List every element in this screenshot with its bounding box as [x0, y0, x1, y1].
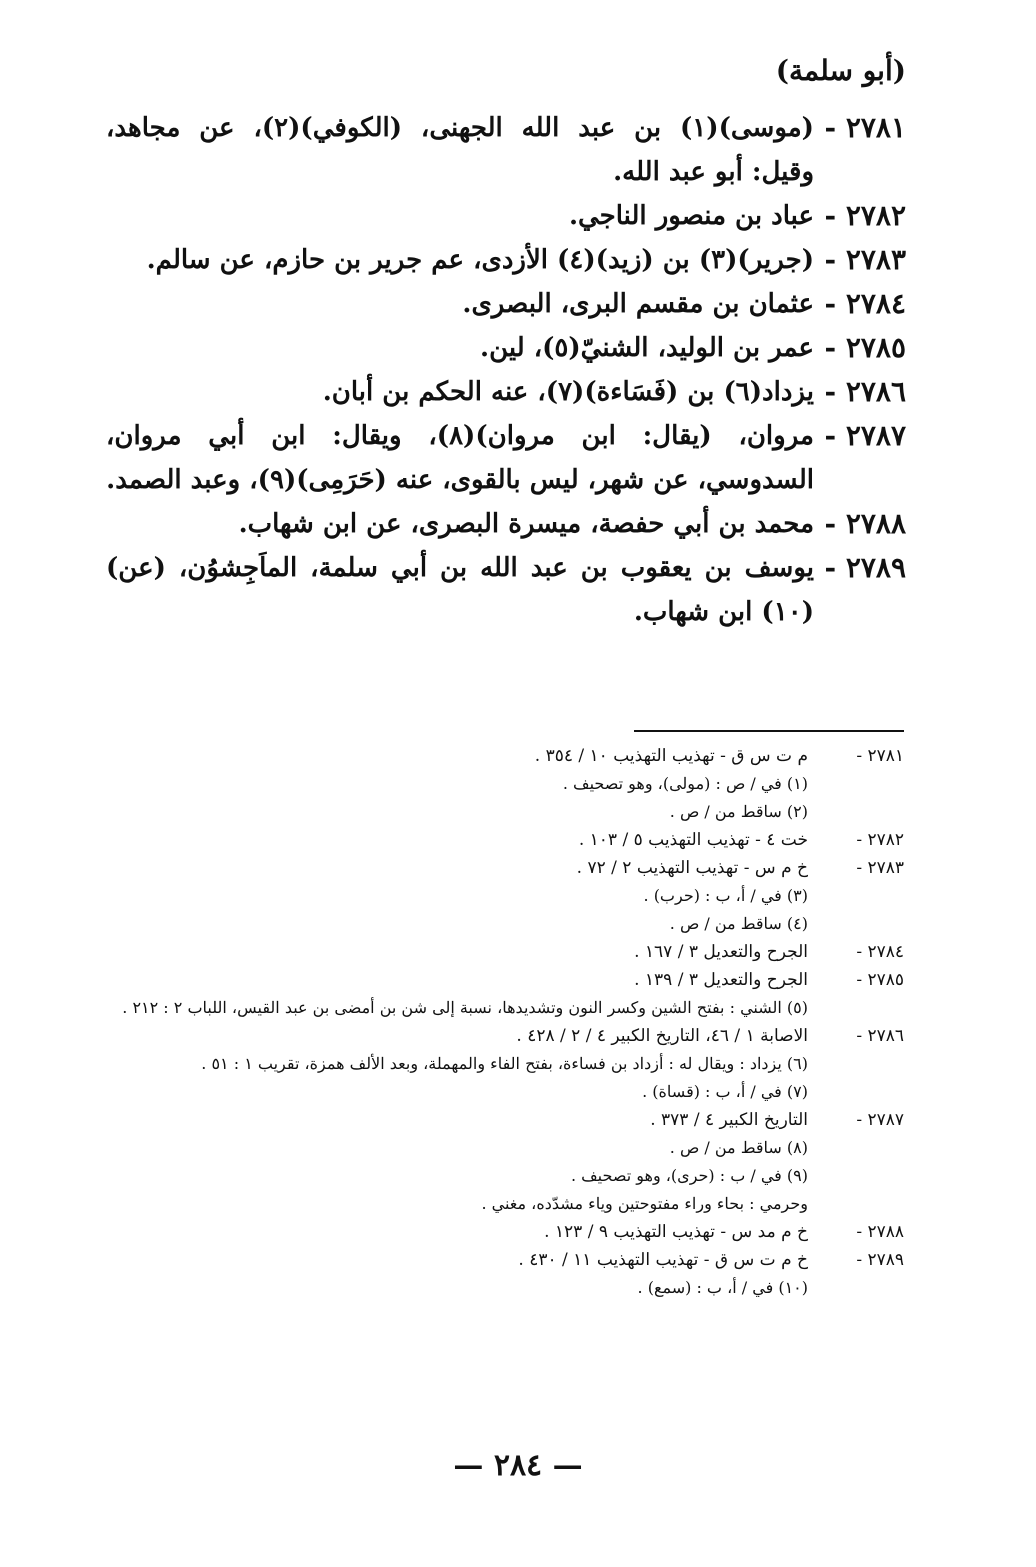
footnote-number: ٢٧٨٢ -: [856, 830, 904, 850]
footnote-source: التاريخ الكبير ٤ / ٣٧٣ .: [650, 1110, 808, 1130]
entry-number: ٢٧٨٨ -: [824, 507, 906, 540]
footnote-number: ٢٧٨١ -: [856, 746, 904, 766]
footnote-source: خ م ت س ق - تهذيب التهذيب ١١ / ٤٣٠ .: [518, 1250, 808, 1270]
entry-text: عباد بن منصور الناجي.: [568, 201, 814, 231]
entry-text: عمر بن الوليد، الشنيّ(٥)، لين.: [480, 333, 814, 363]
running-header: (أبو سلمة): [775, 54, 906, 87]
entry-text: (جرير)(٣) بن (زيد)(٤) الأزدى، عم جرير بن حازم، عن سالم.: [146, 245, 814, 275]
footnote-note: (٥) الشني : بفتح الشين وكسر النون وتشديدها، نسبة إلى شن بن أمضى بن عبد القيس، اللباب ٢ : ٢١٢ .: [122, 998, 808, 1017]
entry-number: ٢٧٨٧ -: [824, 419, 906, 452]
footnote-2786: [104, 1022, 904, 1050]
footnote-source: الجرح والتعديل ٣ / ١٦٧ .: [634, 942, 808, 962]
footnote-note: (٣) في / أ، ب : (حرب) .: [643, 886, 808, 905]
entry-text: محمد بن أبي حفصة، ميسرة البصرى، عن ابن شهاب.: [238, 509, 814, 539]
footnote-note: (٨) ساقط من / ص .: [669, 1138, 808, 1157]
footnote-source: م ت س ق - تهذيب التهذيب ١٠ / ٣٥٤ .: [534, 746, 808, 766]
footnote-source: الاصابة ١ / ٤٦، التاريخ الكبير ٤ / ٢ / ٤٢٨ .: [516, 1026, 808, 1046]
entry-2785: [106, 326, 906, 370]
footnote-source: الجرح والتعديل ٣ / ١٣٩ .: [634, 970, 808, 990]
footnote-2789: [104, 1246, 904, 1274]
footnote-source: خ م مد س - تهذيب التهذيب ٩ / ١٢٣ .: [544, 1222, 808, 1242]
footnote-number: ٢٧٨٦ -: [856, 1026, 904, 1046]
footnote-2787: [104, 1106, 904, 1134]
footnote-2781: [104, 742, 904, 770]
footnote-note: (١) في / ص : (مولى)، وهو تصحيف .: [562, 774, 808, 793]
entry-text: يزداد(٦) بن (فَسَاءة)(٧)، عنه الحكم بن أبان.: [322, 377, 814, 407]
footnote-note: (١٠) في / أ، ب : (سمع) .: [637, 1278, 808, 1297]
page-number: — ٢٨٤ —: [453, 1448, 583, 1483]
entry-number: ٢٧٨٢ -: [824, 199, 906, 232]
footnote-source: خت ٤ - تهذيب التهذيب ٥ / ١٠٣ .: [578, 830, 808, 850]
footnote-note: (٧) في / أ، ب : (قساة) .: [642, 1082, 808, 1101]
footnotes-section: [104, 742, 904, 1302]
entry-2783: [106, 238, 906, 282]
footnote-2788: [104, 1218, 904, 1246]
entry-number: ٢٧٨٥ -: [824, 331, 906, 364]
entry-2788: [106, 502, 906, 546]
footnote-note: (٢) ساقط من / ص .: [669, 802, 808, 821]
entry-2787: [106, 414, 906, 502]
entry-text: يوسف بن يعقوب بن عبد الله بن أبي سلمة، الماَجِشوُن، (عن)(١٠) ابن شهاب.: [106, 553, 814, 627]
footnote-note: (٩) في / ب : (حرى)، وهو تصحيف .: [570, 1166, 808, 1185]
footnote-number: ٢٧٨٩ -: [856, 1250, 904, 1270]
entry-2782: [106, 194, 906, 238]
entry-text: (موسى)(١) بن عبد الله الجهنى، (الكوفي)(٢)، عن مجاهد، وقيل: أبو عبد الله.: [106, 113, 814, 187]
footnote-2784: [104, 938, 904, 966]
entry-2781: [106, 106, 906, 194]
footnote-note: (٦) يزداد : ويقال له : أزداد بن فساءة، بفتح الفاء والمهملة، وبعد الألف همزة، تقريب ١ : ٥١ .: [201, 1054, 808, 1073]
entry-2789: [106, 546, 906, 634]
entry-2784: [106, 282, 906, 326]
footnote-source: خ م س - تهذيب التهذيب ٢ / ٧٢ .: [576, 858, 808, 878]
footnote-number: ٢٧٨٥ -: [856, 970, 904, 990]
footnote-2785: [104, 966, 904, 994]
entry-number: ٢٧٨٦ -: [824, 375, 906, 408]
footnote-2782: [104, 826, 904, 854]
entry-number: ٢٧٨٩ -: [824, 551, 906, 584]
footnote-note: وحرمي : بحاء وراء مفتوحتين وياء مشدّده، مغني .: [481, 1194, 808, 1213]
entry-number: ٢٧٨٤ -: [824, 287, 906, 320]
footnote-number: ٢٧٨٤ -: [856, 942, 904, 962]
footnote-number: ٢٧٨٧ -: [856, 1110, 904, 1130]
entry-2786: [106, 370, 906, 414]
footnote-note: (٤) ساقط من / ص .: [669, 914, 808, 933]
entries-list: [106, 106, 906, 634]
entry-number: ٢٧٨١ -: [824, 111, 906, 144]
footnote-number: ٢٧٨٣ -: [856, 858, 904, 878]
footnote-number: ٢٧٨٨ -: [856, 1222, 904, 1242]
footnote-2783: [104, 854, 904, 882]
footnote-divider: [634, 730, 904, 732]
entry-number: ٢٧٨٣ -: [824, 243, 906, 276]
entry-text: عثمان بن مقسم البرى، البصرى.: [462, 289, 814, 319]
entry-text: مروان، (يقال: ابن مروان)(٨)، ويقال: ابن أبي مروان، السدوسي، عن شهر، ليس بالقوى، عنه (حَرَمِى)(٩)، وعبد الصمد.: [106, 421, 814, 495]
